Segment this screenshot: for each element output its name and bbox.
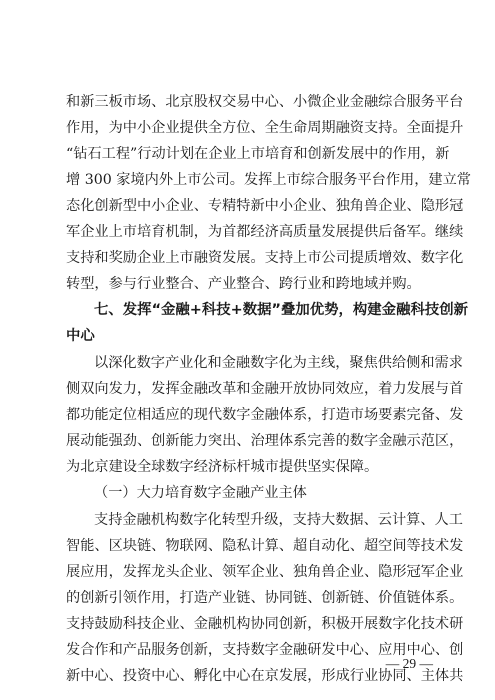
body-text-line: 增 300 家境内外上市公司。发挥上市综合服务平台作用，建立常: [66, 172, 471, 188]
body-text-line: 以深化数字产业化和金融数字化为主线，聚焦供给侧和需求: [94, 355, 463, 371]
body-text-line: 军企业上市培育机制，为首都经济高质量发展提供后备军。继续: [66, 224, 464, 240]
section-heading: 七、发挥“金融+科技+数据”叠加优势，构建金融科技创新: [94, 302, 469, 318]
body-text-line: 支持金融机构数字化转型升级，支持大数据、云计算、人工: [94, 512, 463, 528]
page-number: — 29 —: [385, 656, 433, 671]
body-text-line: 展应用，发挥龙头企业、领军企业、独角兽企业、隐形冠军企业: [66, 564, 464, 580]
body-text-line: 展动能强劲、创新能力突出、治理体系完善的数字金融示范区，: [66, 433, 464, 449]
body-text-line: 支持鼓励科技企业、金融机构协同创新，积极开展数字化技术研: [66, 616, 464, 632]
body-text-line: 态化创新型中小企业、专精特新中小企业、独角兽企业、隐形冠: [66, 198, 464, 214]
body-text-line: 智能、区块链、物联网、隐私计算、超自动化、超空间等技术发: [66, 538, 464, 554]
body-text-line: 侧双向发力，发挥金融改革和金融开放协同效应，着力发展与首: [66, 381, 464, 397]
body-text-line: 转型，参与行业整合、产业整合、跨行业和跨地域并购。: [66, 276, 421, 292]
subsection-heading: （一）大力培育数字金融产业主体: [94, 485, 307, 501]
body-text-line: 发合作和产品服务创新，支持数字金融研发中心、应用中心、创: [66, 642, 464, 658]
body-text-line: 新中心、投资中心、孵化中心在京发展，形成行业协同、主体共: [66, 668, 464, 684]
body-text-line: 支持和奖励企业上市融资发展。支持上市公司提质增效、数字化: [66, 250, 464, 266]
body-text-line: 和新三板市场、北京股权交易中心、小微企业金融综合服务平台: [66, 94, 464, 110]
section-heading-continued: 中心: [66, 328, 95, 344]
body-text-line: 为北京建设全球数字经济标杆城市提供坚实保障。: [66, 459, 379, 475]
body-text-line: 作用，为中小企业提供全方位、全生命周期融资支持。全面提升: [66, 120, 464, 136]
body-text-line: 都功能定位相适应的现代数字金融体系，打造市场要素完备、发: [66, 407, 464, 423]
body-text-line: “钻石工程”行动计划在企业上市培育和创新发展中的作用，新: [66, 146, 450, 162]
body-text-line: 的创新引领作用，打造产业链、协同链、创新链、价值链体系。: [66, 590, 464, 606]
